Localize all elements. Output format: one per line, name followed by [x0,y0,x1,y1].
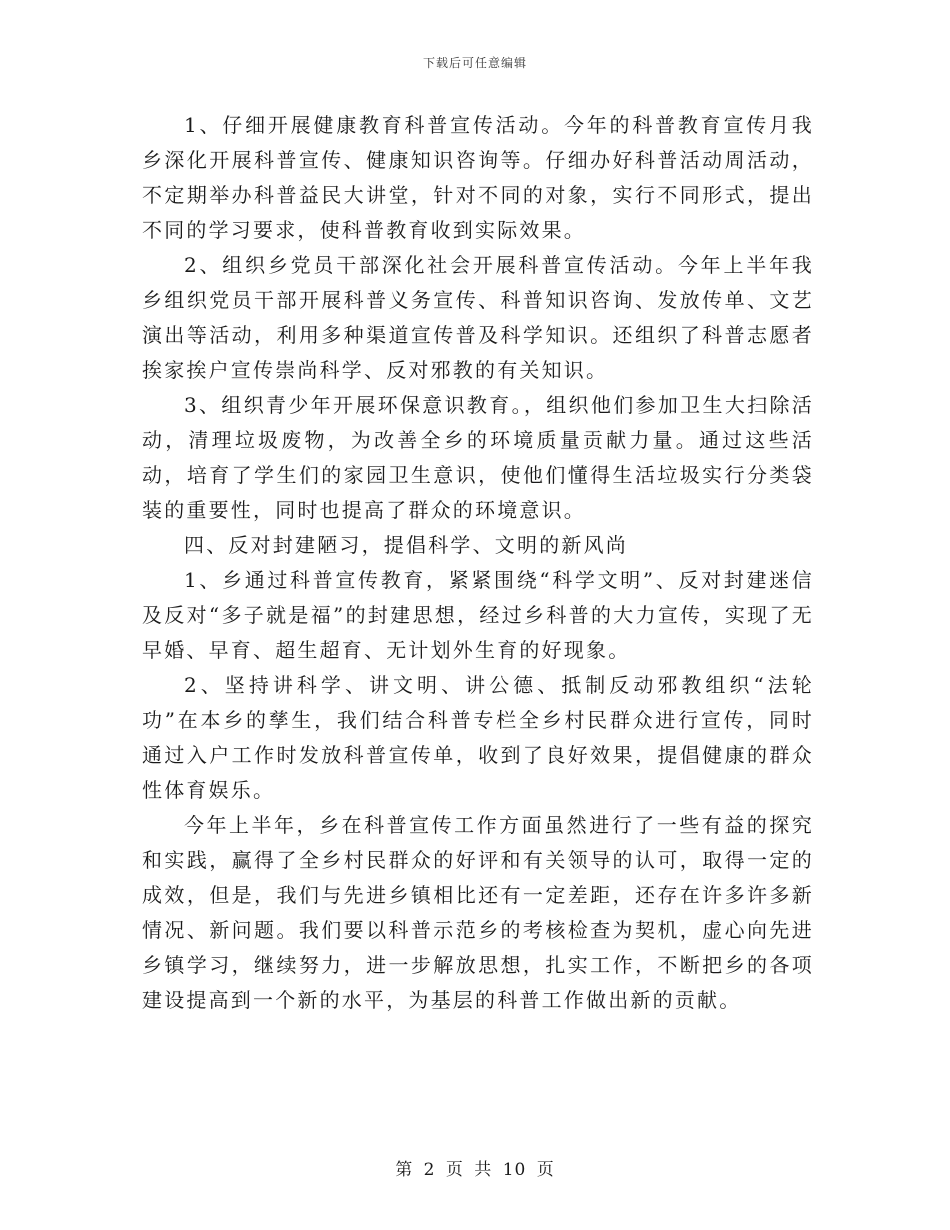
paragraph-summary: 今年上半年，乡在科普宣传工作方面虽然进行了一些有益的探究和实践，赢得了全乡村民群众的好评和有关领导的认可，取得一定的成效，但是，我们与先进乡镇相比还有一定差距，还存在许多许多新情况、新问题。我们要以科普示范乡的考核检查为契机，虚心向先进乡镇学习，继续努力，进一步解放思想，扎实工作，不断把乡的各项建设提高到一个新的水平，为基层的科普工作做出新的贡献。 [142,813,814,1012]
paragraph-science-civilization: 1、乡通过科普宣传教育，紧紧围绕“科学文明”、反对封建迷信及反对“多子就是福”的封建思想，经过乡科普的大力宣传，实现了无早婚、早育、超生超育、无计划外生育的好现象。 [142,568,814,662]
paragraph-youth-environment: 3、组织青少年开展环保意识教育。，组织他们参加卫生大扫除活动，清理垃圾废物，为改善全乡的环境质量贡献力量。通过这些活动，培育了学生们的家园卫生意识，使他们懂得生活垃圾实行分类袋装的重要性，同时也提高了群众的环境意识。 [142,393,814,522]
document-body [142,108,814,1018]
page-number: 第 2 页 共 10 页 [395,1160,555,1180]
header-note: 下载后可任意编辑 [422,56,527,70]
section-heading-oppose-feudal: 四、反对封建陋习，提倡科学、文明的新风尚 [184,533,628,557]
paragraph-party-members-outreach: 2、组织乡党员干部深化社会开展科普宣传活动。今年上半年我乡组织党员干部开展科普义务宣传、科普知识咨询、发放传单、文艺演出等活动，利用多种渠道宣传普及科学知识。还组织了科普志愿者挨家挨户宣传崇尚科学、反对邪教的有关知识。 [142,253,814,382]
paragraph-health-education: 1、仔细开展健康教育科普宣传活动。今年的科普教育宣传月我乡深化开展科普宣传、健康知识咨询等。仔细办好科普活动周活动，不定期举办科普益民大讲堂，针对不同的对象，实行不同形式，提出不同的学习要求，使科普教育收到实际效果。 [142,113,814,242]
paragraph-oppose-cults: 2、坚持讲科学、讲文明、讲公德、抵制反动邪教组织“法轮功”在本乡的孳生，我们结合科普专栏全乡村民群众进行宣传，同时通过入户工作时发放科普宣传单，收到了良好效果，提倡健康的群众性体育娱乐。 [142,673,814,802]
